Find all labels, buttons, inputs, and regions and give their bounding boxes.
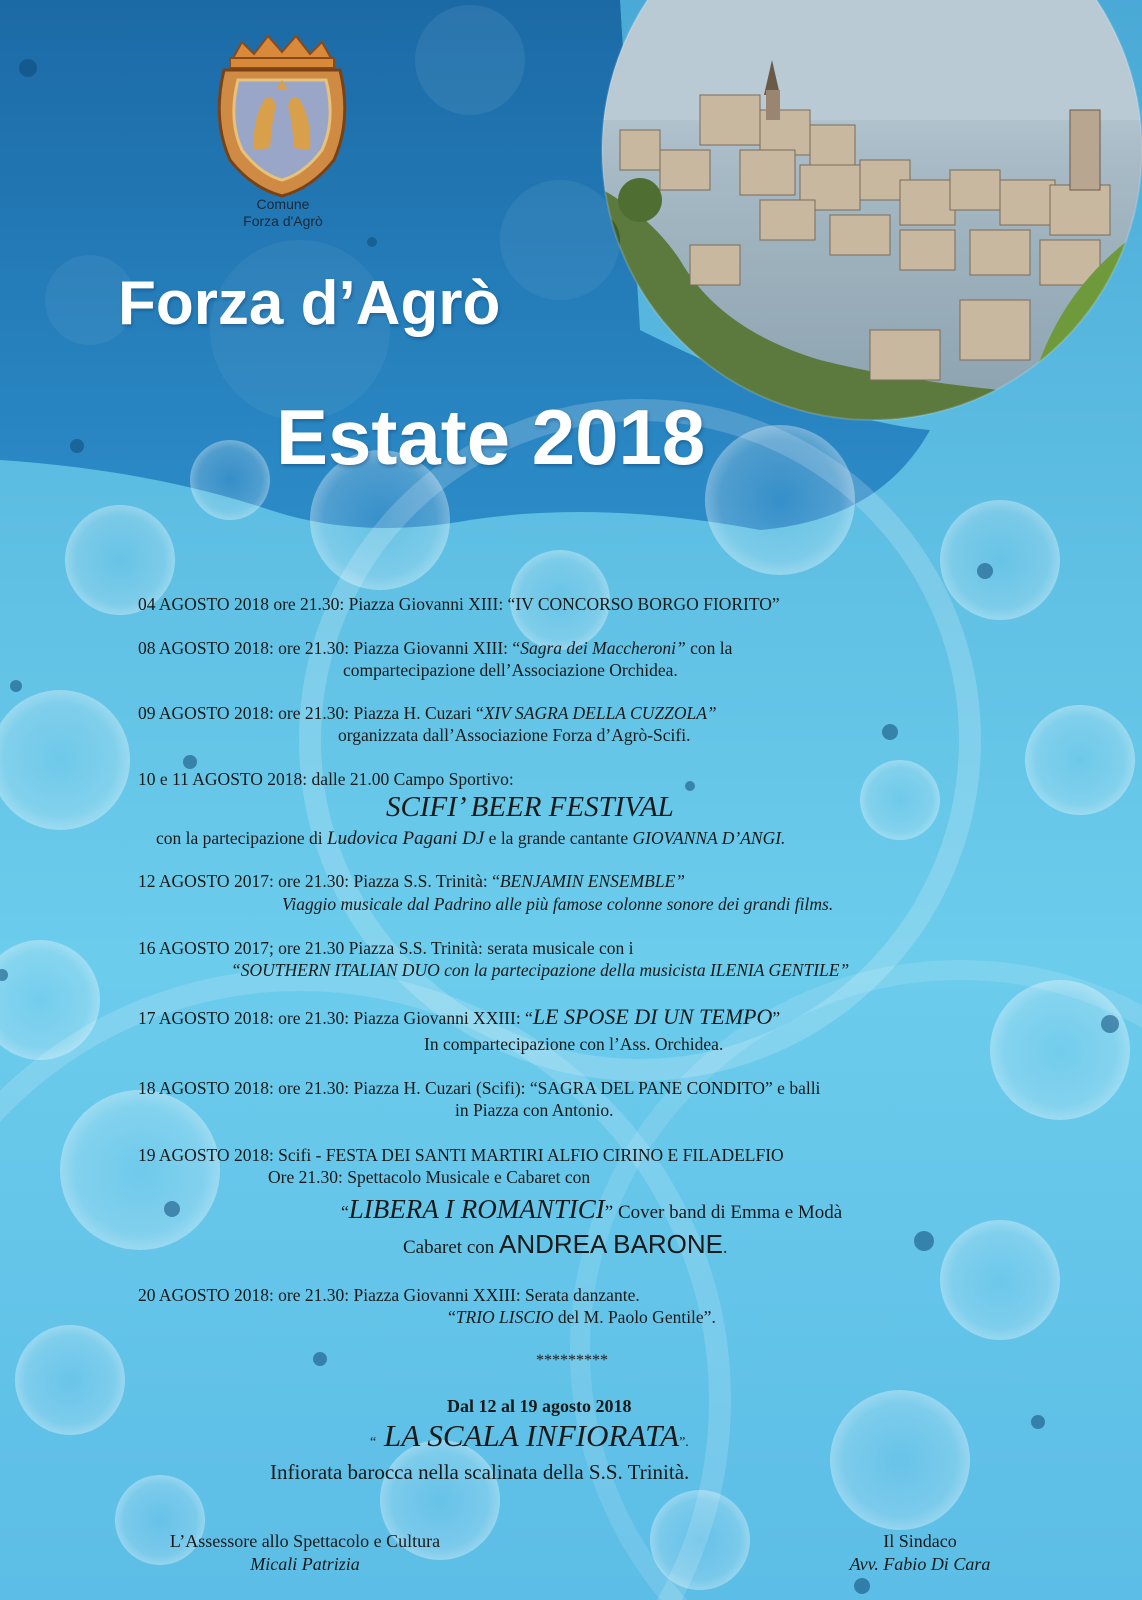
title-season: Estate 2018 <box>276 393 706 481</box>
signature-left-role: L’Assessore allo Spettacolo e Cultura <box>169 1531 441 1551</box>
event-7-text: 17 AGOSTO 2018: ore 21.30: Piazza Giovanni XXIII: “ <box>138 1008 533 1028</box>
event-3-line1 <box>138 702 717 724</box>
event-7-quote: ” <box>772 1008 781 1028</box>
event-4-text2: e la grande cantante <box>484 828 633 848</box>
crest-caption <box>228 196 338 230</box>
event-9-line3 <box>341 1193 842 1229</box>
event-10-line2 <box>448 1306 716 1328</box>
event-4-headline: SCIFI’ BEER FESTIVAL <box>386 791 674 823</box>
event-3-title: XIV SAGRA DELLA CUZZOLA” <box>483 703 717 723</box>
event-7-line2: In compartecipazione con l’Ass. Orchidea. <box>424 1034 724 1054</box>
signature-left <box>120 1530 490 1576</box>
event-5-line2: Viaggio musicale dal Padrino alle più famose colonne sonore dei grandi films. <box>282 894 834 914</box>
crest-caption-line1: Comune <box>256 196 310 212</box>
special-quote-open: “ <box>370 1435 377 1450</box>
event-2-title: Sagra dei Maccheroni” <box>520 638 686 658</box>
event-6-line1: 16 AGOSTO 2017; ore 21.30 Piazza S.S. Trinità: serata musicale con i <box>138 938 634 958</box>
event-9-line4 <box>403 1228 727 1264</box>
event-10-quote: “ <box>448 1307 456 1327</box>
event-4-text: con la partecipazione di <box>156 828 328 848</box>
title-town: Forza d’Agrò <box>118 269 501 338</box>
separator: ********* <box>536 1352 608 1369</box>
event-9-period: . <box>722 1237 728 1257</box>
event-9-line2: Ore 21.30: Spettacolo Musicale e Cabaret con <box>268 1167 591 1187</box>
event-10-line1: 20 AGOSTO 2018: ore 21.30: Piazza Giovanni XXIII: Serata danzante. <box>138 1285 640 1305</box>
event-2-line1 <box>138 637 732 659</box>
special-dates: Dal 12 al 19 agosto 2018 <box>447 1396 632 1416</box>
signature-right-role: Il Sindaco <box>883 1531 957 1551</box>
signature-right <box>820 1530 1020 1576</box>
event-7-title: LE SPOSE DI UN TEMPO <box>532 1004 773 1029</box>
event-6-line2: “SOUTHERN ITALIAN DUO con la partecipazione della musicista ILENIA GENTILE” <box>231 960 850 980</box>
event-7-line1 <box>138 1006 780 1029</box>
signature-left-name: Micali Patrizia <box>250 1554 360 1574</box>
event-4-line3 <box>156 827 785 850</box>
event-10-tail: del M. Paolo Gentile”. <box>553 1307 716 1327</box>
event-1: 04 AGOSTO 2018 ore 21.30: Piazza Giovanni XIII: “IV CONCORSO BORGO FIORITO” <box>138 594 780 614</box>
special-title <box>370 1418 689 1461</box>
event-3-line2: organizzata dall’Associazione Forza d’Agrò-Scifi. <box>338 725 691 745</box>
event-4-dj: Ludovica Pagani DJ <box>327 828 485 849</box>
special-name: LA SCALA INFIORATA <box>376 1418 680 1453</box>
event-3-text: 09 AGOSTO 2018: ore 21.30: Piazza H. Cuzari “ <box>138 703 484 723</box>
event-9-quote-open: “ <box>341 1202 349 1222</box>
event-9-line1: 19 AGOSTO 2018: Scifi - FESTA DEI SANTI MARTIRI ALFIO CIRINO E FILADELFIO <box>138 1145 784 1165</box>
event-5-text: 12 AGOSTO 2017: ore 21.30: Piazza S.S. Trinità: “ <box>138 871 500 891</box>
event-4-singer: GIOVANNA D’ANGI. <box>632 828 786 848</box>
event-4-line1: 10 e 11 AGOSTO 2018: dalle 21.00 Campo Sportivo: <box>138 769 514 789</box>
event-9-band-desc: ” Cover band di Emma e Modà <box>604 1202 843 1223</box>
special-description: Infiorata barocca nella scalinata della S.S. Trinità. <box>270 1460 690 1484</box>
event-8-line2: in Piazza con Antonio. <box>455 1100 614 1120</box>
event-10-title: TRIO LISCIO <box>455 1307 554 1327</box>
event-2-line2: compartecipazione dell’Associazione Orchidea. <box>343 660 678 680</box>
event-9-cabaret: Cabaret con <box>403 1237 500 1258</box>
crest-caption-line2: Forza d'Agrò <box>243 213 323 229</box>
signature-right-name: Avv. Fabio Di Cara <box>849 1554 991 1574</box>
event-9-comedian: ANDREA BARONE <box>499 1229 723 1259</box>
event-5-title: BENJAMIN ENSEMBLE” <box>499 871 686 891</box>
event-5-line1 <box>138 870 685 892</box>
special-quote-close: ”. <box>679 1435 689 1450</box>
event-2-tail: con la <box>685 638 733 658</box>
event-9-band: LIBERA I ROMANTICI <box>348 1194 605 1224</box>
event-8-line1: 18 AGOSTO 2018: ore 21.30: Piazza H. Cuzari (Scifi): “SAGRA DEL PANE CONDITO” e balli <box>138 1078 821 1098</box>
event-2-text: 08 AGOSTO 2018: ore 21.30: Piazza Giovanni XIII: “ <box>138 638 521 658</box>
